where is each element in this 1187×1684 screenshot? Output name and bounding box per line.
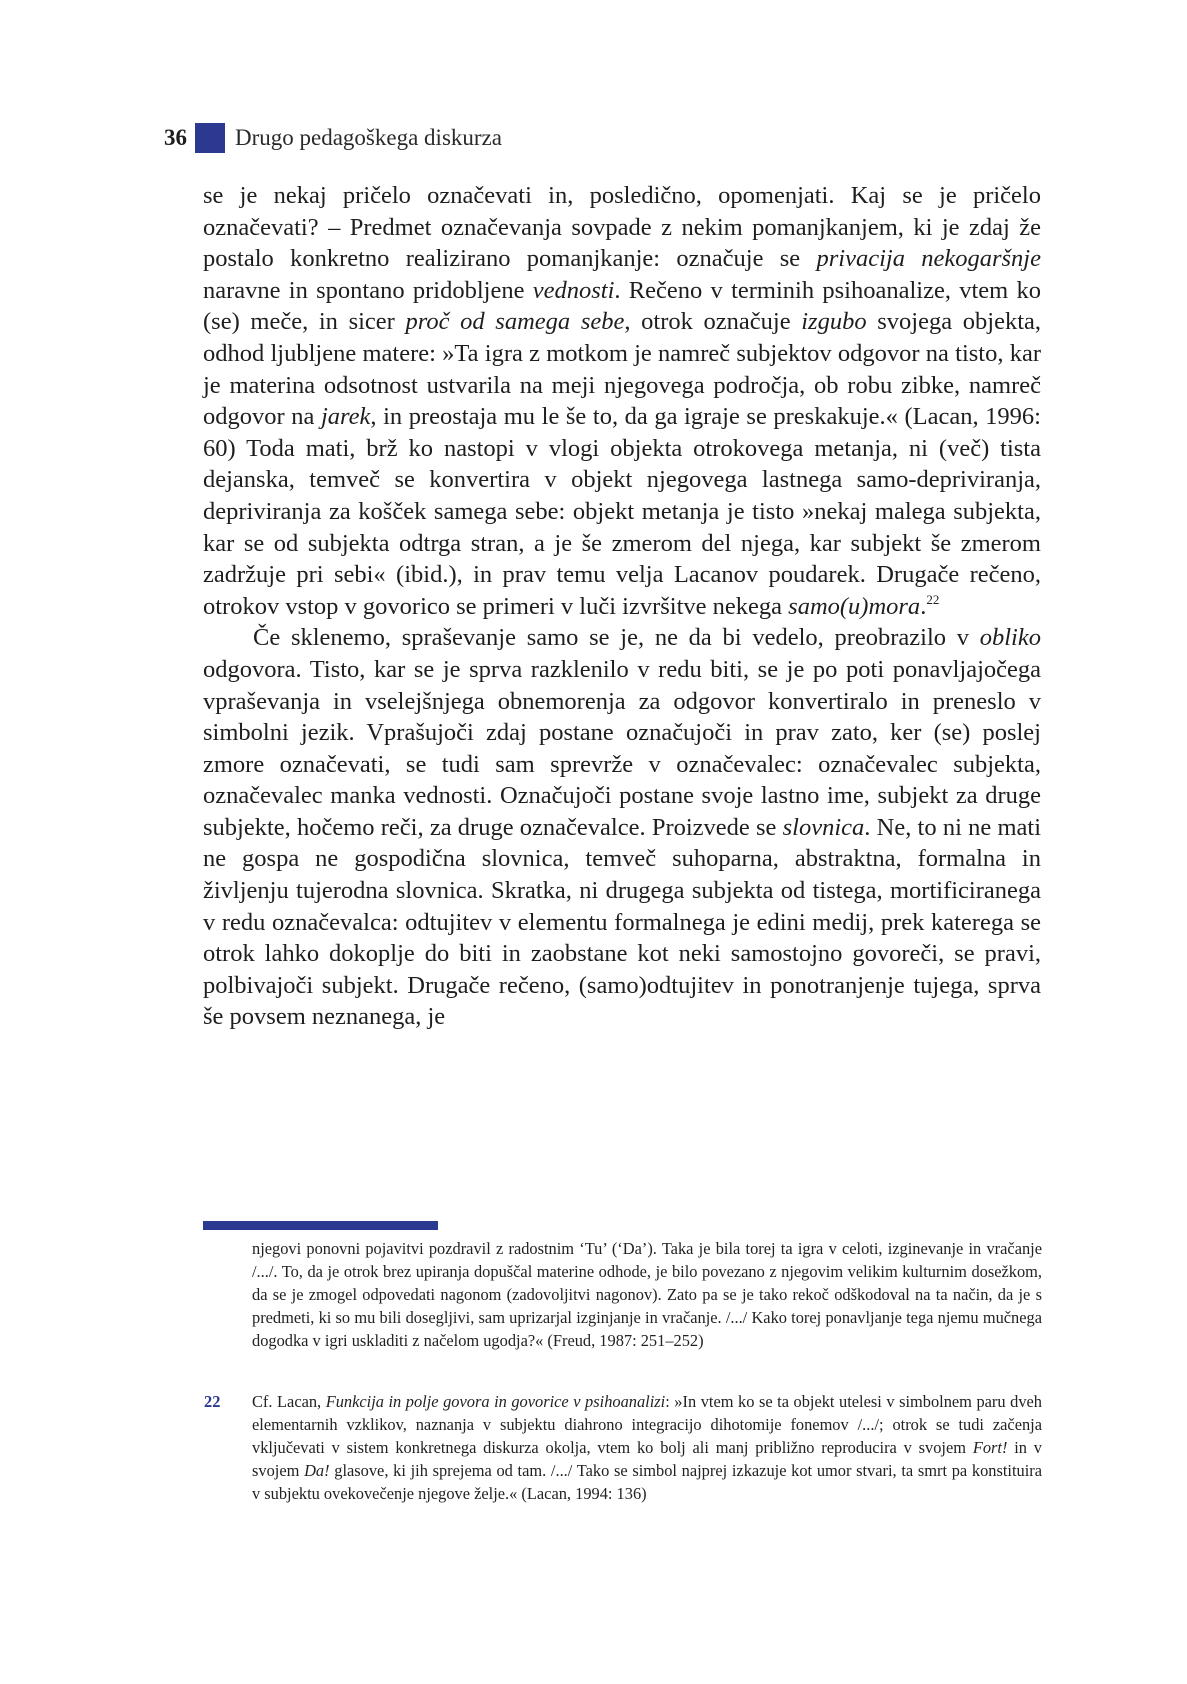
emphasis-text: Funkcija in polje govora in govorice v psihoanalizi — [325, 1392, 666, 1411]
footnote-text — [252, 1237, 1042, 1352]
emphasis-text: izgubo — [801, 308, 867, 336]
text-run: glasove, ki jih sprejema od tam. /.../ Tako se simbol najprej izkazuje kot umor stvari, ta smrt pa konstituira v subjektu ovekovečenje njegove želje.« (Lacan, 1994: 136) — [252, 1461, 1042, 1503]
main-text — [203, 180, 1041, 1033]
text-run: Cf. Lacan, — [252, 1392, 326, 1411]
text-run: naravne in spontano pridobljene — [203, 276, 533, 304]
footnote-continuation — [252, 1237, 1042, 1352]
text-run: , in preostaja mu le še to, da ga igraje se preskakuje.« (Lacan, 1996: 60) Toda mati, brž ko nastopi v vlogi objekta otrokovega metanja, ni (več) tista dejanska, temveč se konvertira v objekt njegovega lastnega samo-depriviranja, depriviranja za košček samega sebe: objekt metanja je tisto »nekaj malega subjekta, kar se od subjekta odtrga stran, a je še zmerom del njega, kar subjekt še zmerom zadržuje pri sebi« (ibid.), in prav temu velja Lacanov poudarek. Drugače rečeno, otrokov vstop v govorico se primeri v luči izvršitve nekega — [203, 403, 1041, 620]
text-run: in v svojem — [252, 1438, 1042, 1480]
text-run: Če sklenemo, spraševanje samo se je, ne da bi vedelo, preobrazilo v — [253, 624, 980, 652]
footnote-separator — [203, 1221, 438, 1230]
text-run: . Ne, to ni ne mati ne gospa ne gospodična slovnica, temveč suhoparna, abstraktna, formalna in življenju tujerodna slovnica. Skratka, ni drugega subjekta od tistega, mortificiranega v redu označevalca: odtujitev v elementu formalnega je edini medij, prek katerega se otrok lahko dokoplje do biti in zaobstane kot neki samostojno govoreči, se pravi, polbivajoči subjekt. Drugače rečeno, (samo)odtujitev in ponotranjenje tujega, sprva še povsem neznanega, je — [203, 813, 1041, 1031]
paragraph — [203, 622, 1041, 1033]
text-run: , otrok označuje — [624, 308, 802, 336]
running-title: Drugo pedagoškega diskurza — [235, 125, 502, 150]
footnote-number: 22 — [204, 1392, 221, 1411]
emphasis-text: Da! — [304, 1461, 330, 1480]
text-run: . Rečeno v terminih psihoanalize, vtem ko (se) meče, in sicer — [203, 276, 1041, 336]
page-number: 36 — [164, 125, 187, 150]
emphasis-text: obliko — [979, 624, 1041, 652]
footnote-22 — [252, 1390, 1042, 1505]
paragraph — [203, 180, 1041, 622]
text-run: odgovora. Tisto, kar se je sprva razklenilo v redu biti, se je po poti ponavljajočega vpraševanja in vselejšnjega obnemorenja za odgovor konvertiralo in preneslo v simbolni jezik. Vprašujoči zdaj postane označujoči in prav zato, ker (se) poslej zmore označevati, se tudi sam sprevrže v označevalec: označevalec subjekta, označevalec manka vednosti. Označujoči postane svoje lastno ime, subjekt za druge subjekte, hočemo reči, za druge označevalce. Proizvede se — [203, 655, 1041, 841]
text-run: : »In vtem ko se ta objekt utelesi v simbolnem paru dveh elementarnih vzklikov, naznanja v subjektu diahrono integracijo dihotomije fonemov /.../; otrok se tudi začenja vključevati v sistem konkretnega diskurza okolja, vtem ko bolj ali manj približno reproducira v svojem — [252, 1392, 1042, 1457]
emphasis-text: samo(u)mora — [788, 592, 921, 620]
emphasis-text: Fort! — [972, 1438, 1008, 1457]
emphasis-text: proč od samega sebe — [405, 308, 625, 336]
running-header — [164, 116, 502, 160]
emphasis-text: jarek — [320, 403, 371, 431]
emphasis-text: slovnica — [782, 813, 865, 841]
footnote-ref: 22 — [926, 591, 940, 607]
text-run: njegovi ponovni pojavitvi pozdravil z radostnim ‘Tu’ (‘Da’). Taka je bila torej ta igra v celoti, izginevanje in vračanje /.../. To, da je otrok brez upiranja dopuščal materine odhode, je bilo povezano z njegovim velikim kulturnim dosežkom, da se je zmogel odpovedati nagonom (zadovoljitvi nagonov). Zato pa se je tako rekoč odškodoval na ta način, da je s predmeti, ki so mu bili dosegljivi, sam uprizarjal izginjanje in vračanje. /.../ Kako torej ponavljanje tega njemu mučnega dogodka v igri uskladiti z načelom ugodja?« (Freud, 1987: 251–252) — [252, 1239, 1042, 1350]
emphasis-text: vednosti — [532, 276, 615, 304]
text-run: se je nekaj pričelo označevati in, posledično, opomenjati. Kaj se je pričelo označevati? – Predmet označevanja sovpade z nekim pomanjkanjem, ki je zdaj že postalo konkretno realizirano pomanjkanje: označuje se — [203, 182, 1041, 273]
text-run: . — [920, 592, 927, 620]
header-square-icon — [195, 123, 225, 153]
footnote-text — [252, 1390, 1042, 1505]
emphasis-text: privacija nekogaršnje — [816, 245, 1041, 273]
text-run: svojega objekta, odhod ljubljene matere: »Ta igra z motkom je namreč subjektov odgovor na tisto, kar je materina odsotnost ustvarila na meji njegovega področja, ob robu zibke, namreč odgovor na — [203, 308, 1041, 431]
